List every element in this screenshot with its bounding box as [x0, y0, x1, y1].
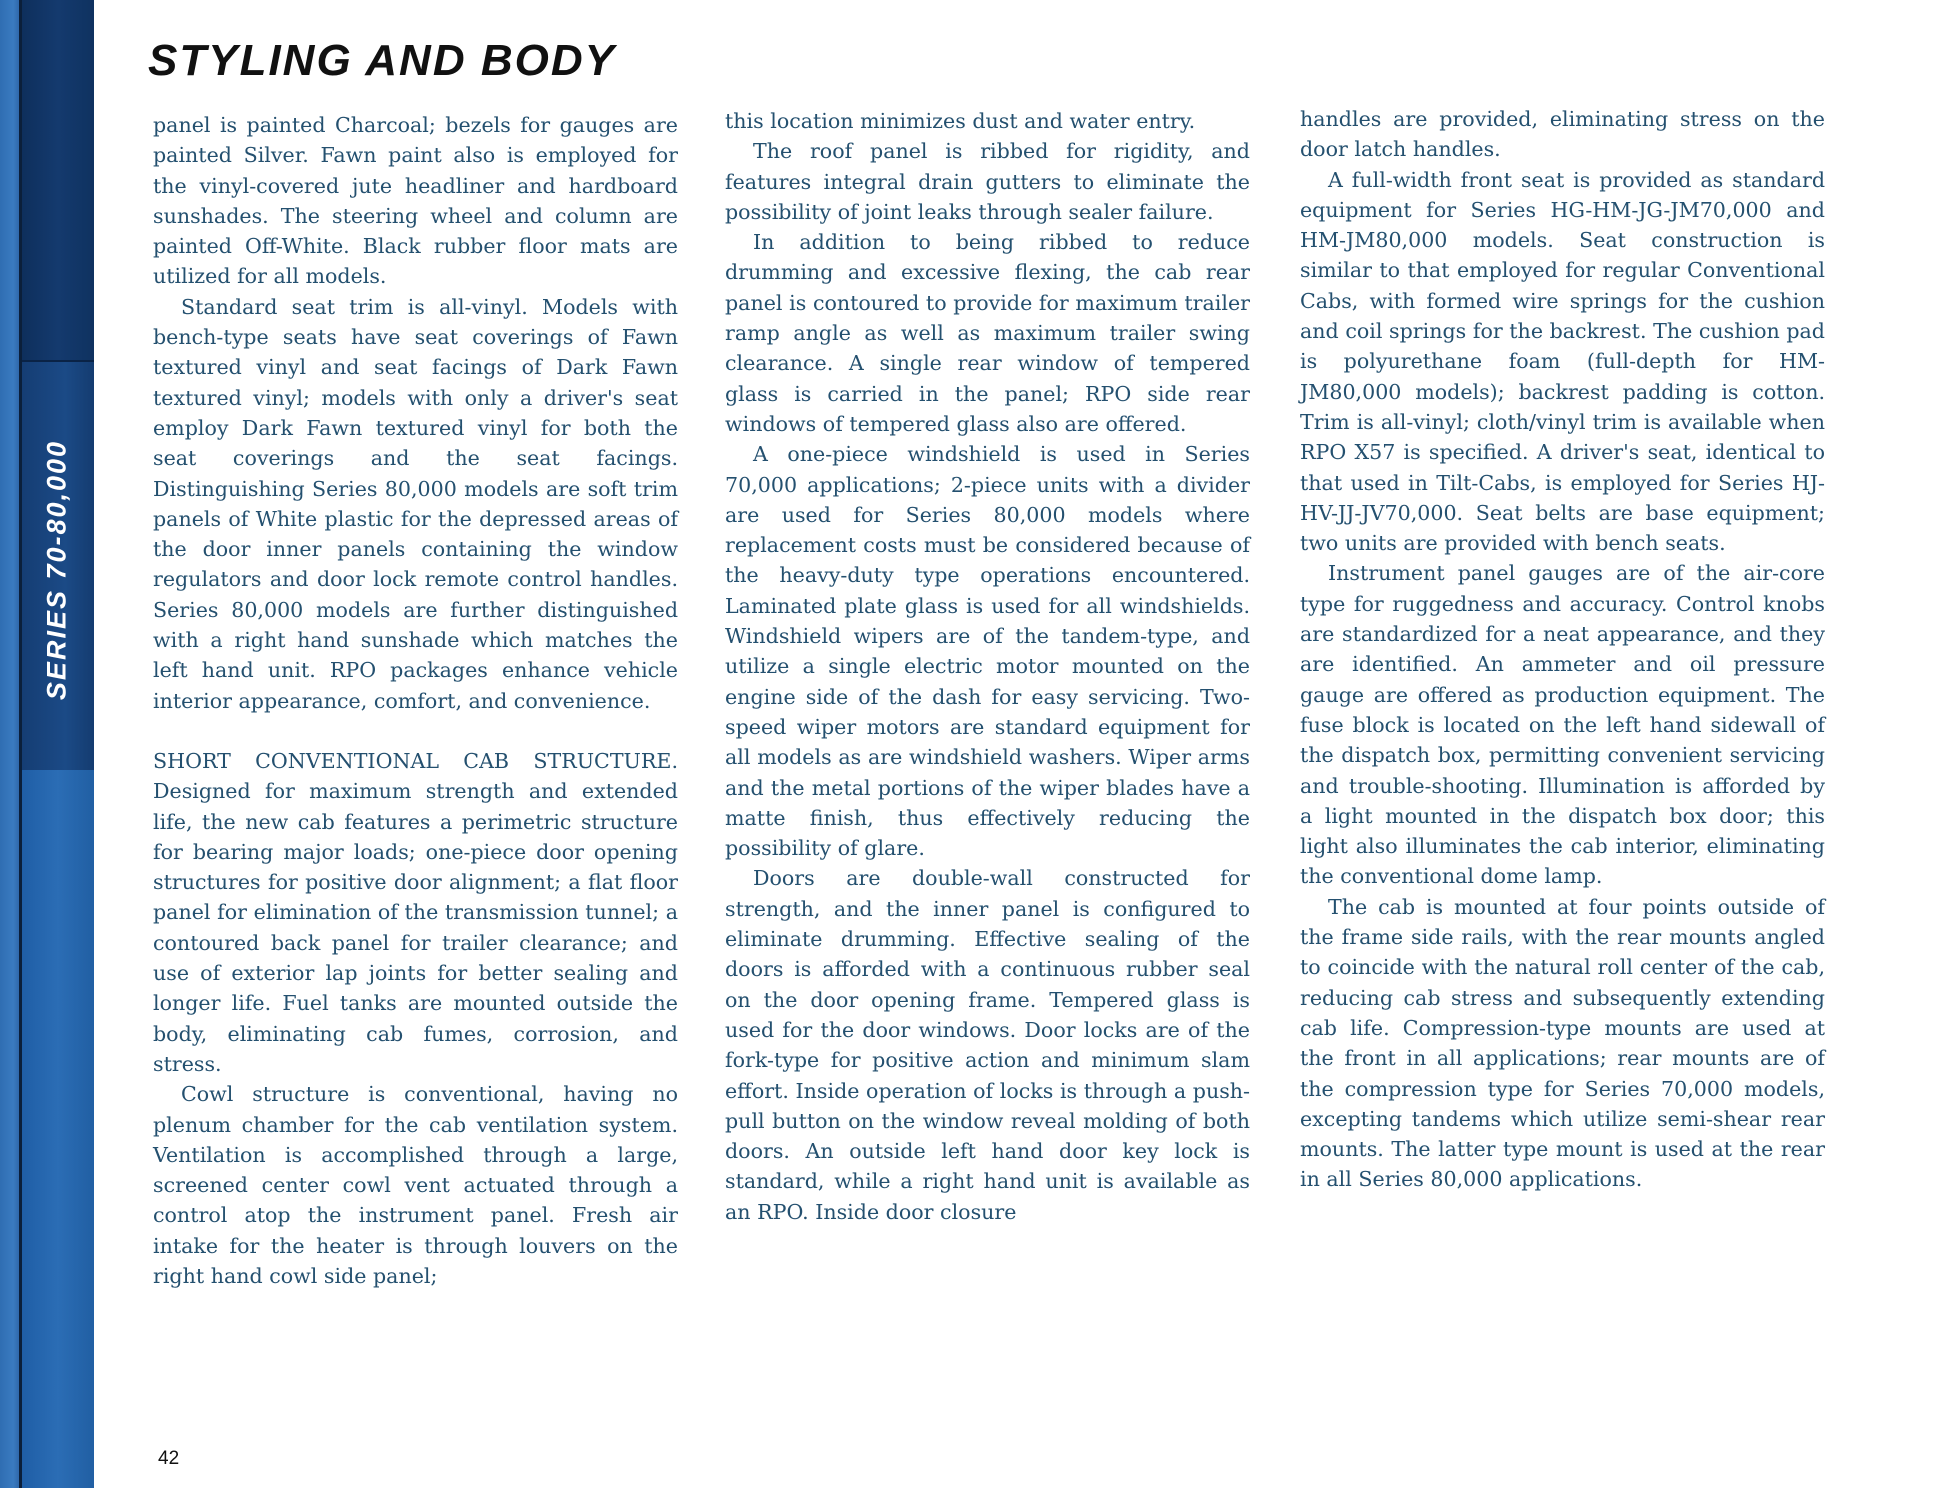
paragraph: Doors are double-wall constructed for strength, and the inner panel is configured to eliminate drumming. Effective sealing of the doors is afforded with a continuous rubber seal on the door opening frame. Tempered glass is used for the door windows. Door locks are of the fork-type for positive action and minimum slam effort. Inside operation of locks is through a push-pull button on the window reveal molding of both doors. An outside left hand door key lock is standard, while a right hand unit is available as an RPO. Inside door closure	[725, 866, 1250, 1224]
paragraph: Instrument panel gauges are of the air-core type for ruggedness and accuracy. Control knobs are standardized for a neat appearance, and they are identified. An ammeter and oil pressure gauge are offered as production equipment. The fuse block is located on the left hand sidewall of the dispatch box, permitting convenient servicing and trouble-shooting. Illumination is afforded by a light mounted in the dispatch box door; this light also illuminates the cab interior, eliminating the conventional dome lamp.	[1300, 561, 1825, 889]
side-tab-lower-band	[22, 770, 94, 1488]
paragraph: Standard seat trim is all-vinyl. Models with bench-type seats have seat coverings of Fawn textured vinyl and seat facings of Dark Fawn textured vinyl; models with only a driver's seat employ Dark Fawn textured vinyl for both the seat coverings and the seat facings. Distinguishing Series 80,000 models are soft trim panels of White plastic for the depressed areas of the door inner panels containing the window regulators and door lock remote control handles. Series 80,000 models are further distinguished with a right hand sunshade which matches the left hand unit. RPO packages enhance vehicle interior appearance, comfort, and convenience.	[153, 294, 678, 713]
text-column-1	[153, 110, 678, 1291]
page-number: 42	[158, 1448, 180, 1469]
section-heading-paragraph: SHORT CONVENTIONAL CAB STRUCTURE. Designed for maximum strength and extended life, the new cab features a perimetric structure for bearing major loads; one-piece door opening structures for positive door alignment; a flat floor panel for elimination of the transmission tunnel; a contoured back panel for trailer clearance; and use of exterior lap joints for better sealing and longer life. Fuel tanks are mounted outside the body, eliminating cab fumes, corrosion, and stress.	[153, 748, 678, 1076]
series-side-tab	[22, 0, 94, 1488]
paragraph: The roof panel is ribbed for rigidity, and features integral drain gutters to eliminate the possibility of joint leaks through sealer failure.	[725, 139, 1250, 224]
text-column-2	[725, 106, 1250, 1227]
paragraph: A full-width front seat is provided as standard equipment for Series HG-HM-JG-JM70,000 and HM-JM80,000 models. Seat construction is similar to that employed for regular Conventional Cabs, with formed wire springs for the cushion and coil springs for the backrest. The cushion pad is polyurethane foam (full-depth for HM-JM80,000 models); backrest padding is cotton. Trim is all-vinyl; cloth/vinyl trim is available when RPO X57 is specified. A driver's seat, identical to that used in Tilt-Cabs, is employed for Series HJ-HV-JJ-JV70,000. Seat belts are base equipment; two units are provided with bench seats.	[1300, 167, 1825, 556]
paragraph: The cab is mounted at four points outside of the frame side rails, with the rear mounts angled to coincide with the natural roll center of the cab, reducing cab stress and subsequently extending cab life. Compression-type mounts are used at the front in all applications; rear mounts are of the compression type for Series 70,000 models, excepting tandems which utilize semi-shear rear mounts. The latter type mount is used at the rear in all Series 80,000 applications.	[1300, 894, 1825, 1192]
text-column-3	[1300, 104, 1825, 1195]
paragraph: A one-piece windshield is used in Series 70,000 applications; 2-piece units with a divider are used for Series 80,000 models where replacement costs must be considered because of the heavy-duty type operations encountered. Laminated plate glass is used for all windshields. Windshield wipers are of the tandem-type, and utilize a single electric motor mounted on the engine side of the dash for easy servicing. Two-speed wiper motors are standard equipment for all models as are windshield washers. Wiper arms and the metal portions of the wiper blades have a matte finish, thus effectively reducing the possibility of glare.	[725, 442, 1250, 861]
side-tab-label: SERIES 70-80,000	[41, 439, 72, 701]
paragraph: panel is painted Charcoal; bezels for gauges are painted Silver. Fawn paint also is employed for the vinyl-covered jute headliner and hardboard sunshades. The steering wheel and column are painted Off-White. Black rubber floor mats are utilized for all models.	[153, 113, 678, 289]
page-edge-strip	[0, 0, 22, 1488]
paragraph: this location minimizes dust and water entry.	[725, 109, 1196, 133]
paragraph: handles are provided, eliminating stress on the door latch handles.	[1300, 107, 1825, 162]
page-title: STYLING AND BODY	[148, 36, 616, 85]
paragraph: In addition to being ribbed to reduce drumming and excessive flexing, the cab rear panel is contoured to provide for maximum trailer ramp angle as well as maximum trailer swing clearance. A single rear window of tempered glass is carried in the panel; RPO side rear windows of tempered glass also are offered.	[725, 230, 1250, 436]
paragraph: Cowl structure is conventional, having no plenum chamber for the cab ventilation system. Ventilation is accomplished through a large, screened center cowl vent actuated through a control atop the instrument panel. Fresh air intake for the heater is through louvers on the right hand cowl side panel;	[153, 1082, 678, 1288]
